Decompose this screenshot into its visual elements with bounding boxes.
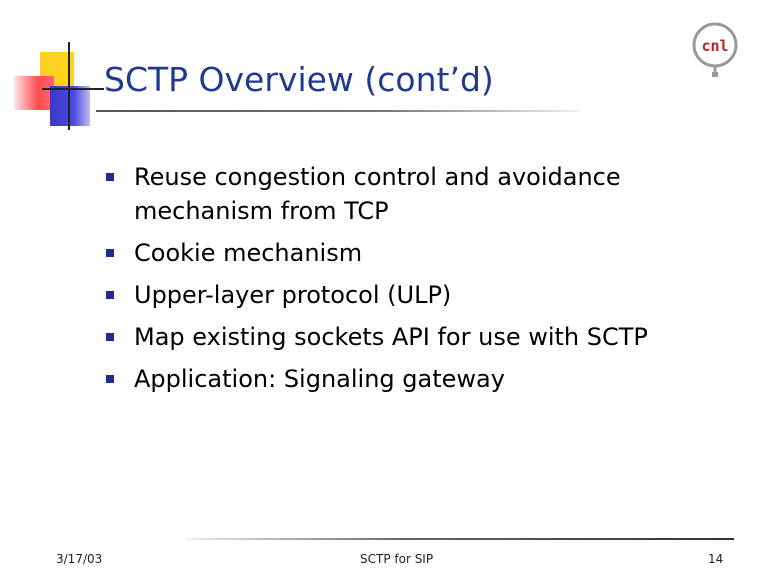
bullet-list xyxy=(106,160,726,404)
decor-vertical-line xyxy=(68,42,70,130)
footer-date: 3/17/03 xyxy=(56,552,103,566)
bullet-text: Reuse congestion control and avoidance mechanism from TCP xyxy=(134,163,621,225)
bullet-square-icon xyxy=(106,249,114,257)
title-underline xyxy=(96,110,580,112)
bullet-square-icon xyxy=(106,375,114,383)
bullet-square-icon xyxy=(106,333,114,341)
footer-divider xyxy=(186,538,734,540)
bullet-item xyxy=(106,320,726,354)
bullet-text: Cookie mechanism xyxy=(134,239,363,267)
bullet-item xyxy=(106,362,726,396)
bullet-text: Map existing sockets API for use with SCTP xyxy=(134,323,648,351)
bullet-text: Upper-layer protocol (ULP) xyxy=(134,281,452,309)
slide-title: SCTP Overview (cont’d) xyxy=(104,60,494,99)
bullet-square-icon xyxy=(106,173,114,181)
bullet-item xyxy=(106,236,726,270)
bullet-item xyxy=(106,278,726,312)
bullet-square-icon xyxy=(106,291,114,299)
cnl-logo xyxy=(690,20,740,78)
page-number: 14 xyxy=(708,552,724,566)
bullet-text: Application: Signaling gateway xyxy=(134,365,505,393)
decor-red-square xyxy=(14,76,54,110)
decor-blue-square xyxy=(50,86,90,126)
decorative-blocks xyxy=(0,0,110,140)
decor-horizontal-line xyxy=(42,88,104,90)
logo-text: cnl xyxy=(701,37,729,55)
bullet-item xyxy=(106,160,726,228)
footer-title: SCTP for SIP xyxy=(360,552,434,566)
